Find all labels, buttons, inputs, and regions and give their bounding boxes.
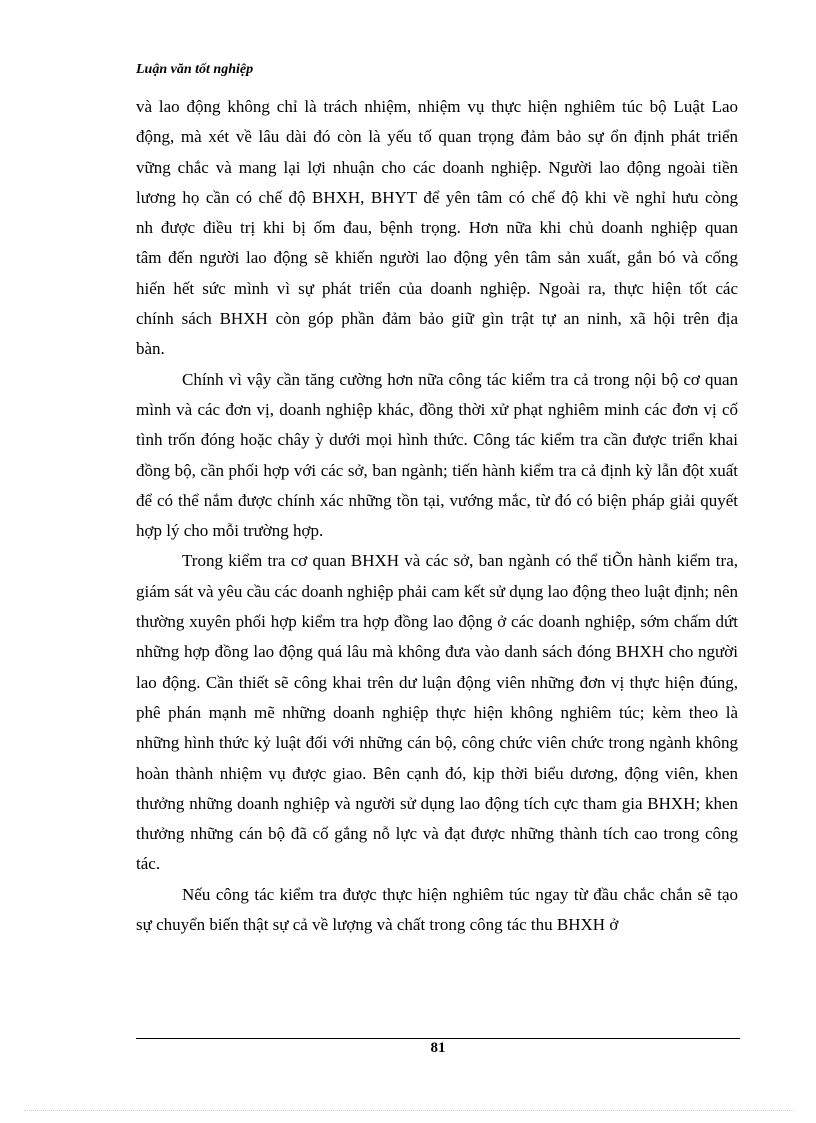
footer-divider <box>136 1038 740 1039</box>
paragraph: Chính vì vậy cần tăng cường hơn nữa công tác kiểm tra cả trong nội bộ cơ quan mình và các đơn vị, doanh nghiệp khác, đồng thời xử phạt nghiêm minh các đơn vị cố tình trốn đóng hoặc chây ỳ dưới mọi hình thức. Công tác kiểm tra cần được triển khai đồng bộ, cần phối hợp với các sở, ban ngành; tiến hành kiểm tra cả định kỳ lẫn đột xuất để có thể nắm được chính xác những tồn tại, vướng mắc, từ đó có biện pháp giải quyết hợp lý cho mỗi trường hợp. <box>136 369 738 541</box>
paragraph: Nếu công tác kiểm tra được thực hiện nghiêm túc ngay từ đầu chắc chắn sẽ tạo sự chuyển biến thật sự cả về lượng và chất trong công tác thu BHXH ở <box>136 884 738 935</box>
paragraph: và lao động không chỉ là trách nhiệm, nhiệm vụ thực hiện nghiêm túc bộ Luật Lao động, mà xét về lâu dài đó còn là yếu tố quan trọng đảm bảo sự ổn định phát triển vững chắc và mang lại lợi nhuận cho các doanh nghiệp. Người lao động ngoài tiền lương họ cần có chế độ BHXH, BHYT để yên tâm có chế độ khi về nghỉ hưu còng nh được điều trị khi bị ốm đau, bệnh trọng. Hơn nữa khi chủ doanh nghiệp quan tâm đến người lao động sẽ khiến người lao động yên tâm sản xuất, gắn bó và cống hiến hết sức mình vì sự phát triển của doanh nghiệp. Ngoài ra, thực hiện tốt các chính sách BHXH còn góp phần đảm bảo giữ gìn trật tự an ninh, xã hội trên địa bàn. <box>136 97 738 359</box>
page-number: 81 <box>430 1040 446 1056</box>
page-edge-dotted-line <box>24 1110 794 1111</box>
body-text <box>136 92 738 940</box>
running-header: Luận văn tốt nghiệp <box>136 62 254 77</box>
paragraph: Trong kiểm tra cơ quan BHXH và các sở, ban ngành có thể tiÕn hành kiểm tra, giám sát và yêu cầu các doanh nghiệp phải cam kết sử dụng lao động theo luật định; nên thường xuyên phối hợp kiểm tra hợp đồng lao động ở các doanh nghiệp, sớm chấm dứt những hợp đồng lao động quá lâu mà không đưa vào danh sách đóng BHXH cho người lao động. Cần thiết sẽ công khai trên dư luận động viên những đơn vị thực hiện đúng, phê phán mạnh mẽ những doanh nghiệp thực hiện không nghiêm túc; kèm theo là những hình thức kỷ luật đối với những cán bộ, công chức viên chức trong ngành không hoàn thành nhiệm vụ được giao. Bên cạnh đó, kịp thời biểu dương, động viên, khen thưởng những doanh nghiệp và người sử dụng lao động tích cực tham gia BHXH; khen thưởng những cán bộ đã cố gắng nỗ lực và đạt được những thành tích cao trong công tác. <box>136 551 738 874</box>
